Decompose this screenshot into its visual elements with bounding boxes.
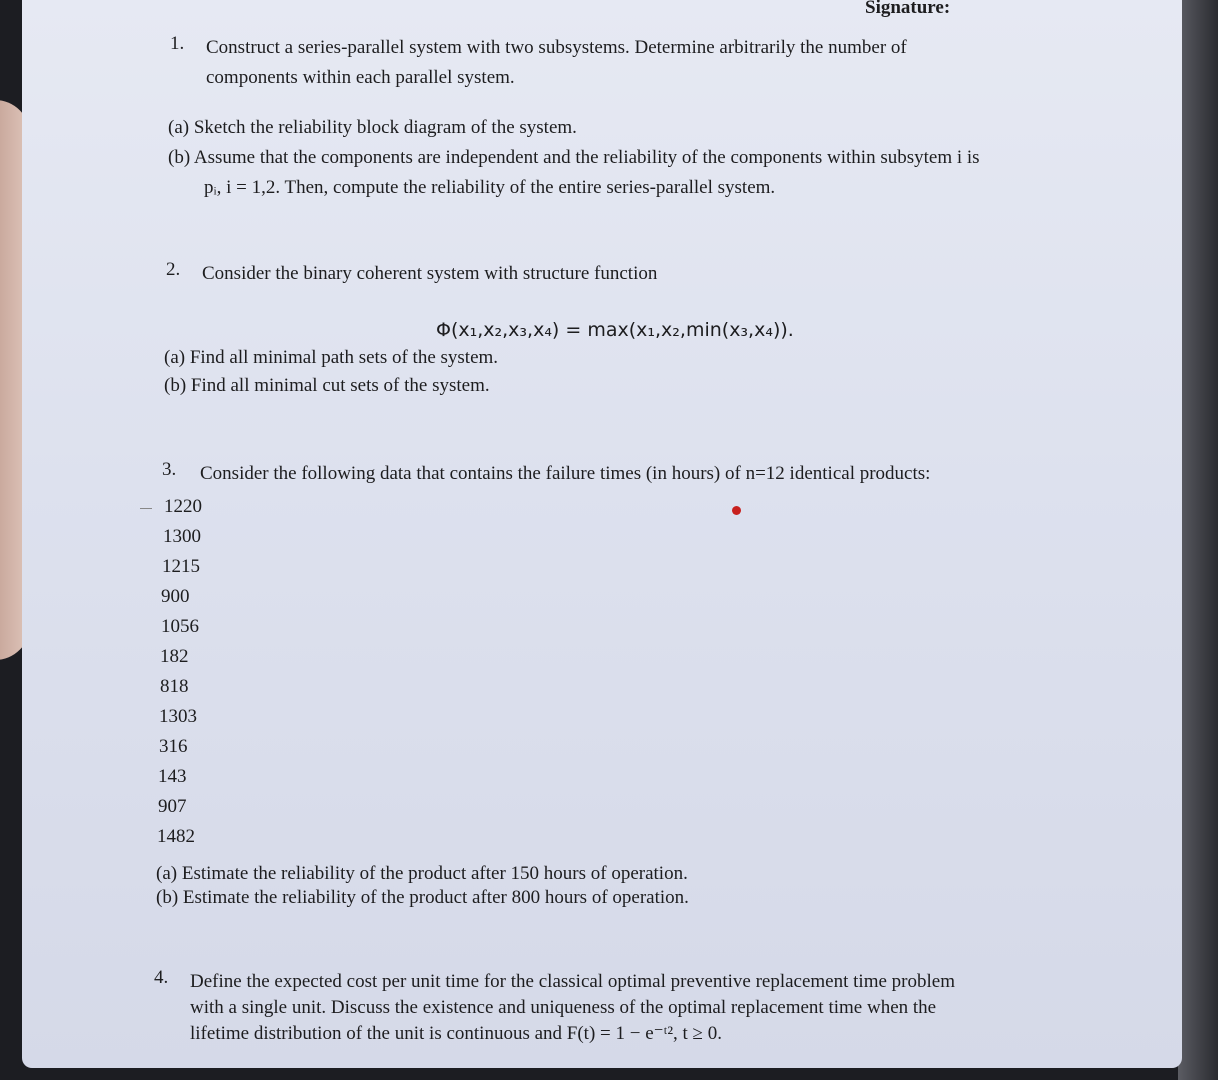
q3-number: 3. xyxy=(162,459,177,480)
q3-data-2: 1300 xyxy=(163,526,201,547)
q4-line3: lifetime distribution of the unit is continuous and F(t) = 1 − e⁻ᵗ², t ≥ 0. xyxy=(190,1023,722,1044)
q2-equation: Φ(x₁,x₂,x₃,x₄) = max(x₁,x₂,min(x₃,x₄)). xyxy=(436,319,794,341)
q2-part-a: (a) Find all minimal path sets of the system. xyxy=(164,347,499,368)
q3-data-8: 1303 xyxy=(159,706,197,727)
q3-data-4: 900 xyxy=(161,586,190,607)
q2-text: Consider the binary coherent system with structure function xyxy=(202,263,658,284)
signature-label: Signature: xyxy=(865,0,951,18)
q4-number: 4. xyxy=(154,967,169,988)
q2-number: 2. xyxy=(166,259,181,280)
q3-data-3: 1215 xyxy=(162,556,200,577)
q3-data-12: 1482 xyxy=(157,826,195,847)
q3-data-5: 1056 xyxy=(161,616,199,637)
q3-data-10: 143 xyxy=(158,766,187,787)
q1-part-a: (a) Sketch the reliability block diagram of the system. xyxy=(168,117,577,138)
q3-part-b: (b) Estimate the reliability of the product after 800 hours of operation. xyxy=(156,887,689,908)
q3-data-6: 182 xyxy=(160,646,189,667)
margin-tick xyxy=(140,508,152,509)
q1-number: 1. xyxy=(170,33,185,54)
q1-text-line1: Construct a series-parallel system with two subsystems. Determine arbitrarily the number of xyxy=(206,37,907,58)
q1-part-b-line1: (b) Assume that the components are independent and the reliability of the components within subsytem i is xyxy=(168,147,980,168)
q3-data-7: 818 xyxy=(160,676,189,697)
q1-text-line2: components within each parallel system. xyxy=(206,67,515,88)
q3-text: Consider the following data that contains the failure times (in hours) of n=12 identical products: xyxy=(200,463,931,484)
q4-line1: Define the expected cost per unit time for the classical optimal preventive replacement time problem xyxy=(190,971,955,992)
q3-data-1: 1220 xyxy=(164,496,202,517)
red-dot xyxy=(732,506,741,515)
q2-part-b: (b) Find all minimal cut sets of the system. xyxy=(164,375,490,396)
q3-data-11: 907 xyxy=(158,796,187,817)
q1-part-b-line2: pᵢ, i = 1,2. Then, compute the reliability of the entire series-parallel system. xyxy=(204,177,776,198)
q4-line2: with a single unit. Discuss the existence and uniqueness of the optimal replacement time when the xyxy=(190,997,937,1018)
q3-part-a: (a) Estimate the reliability of the product after 150 hours of operation. xyxy=(156,863,688,884)
q3-data-9: 316 xyxy=(159,736,188,757)
